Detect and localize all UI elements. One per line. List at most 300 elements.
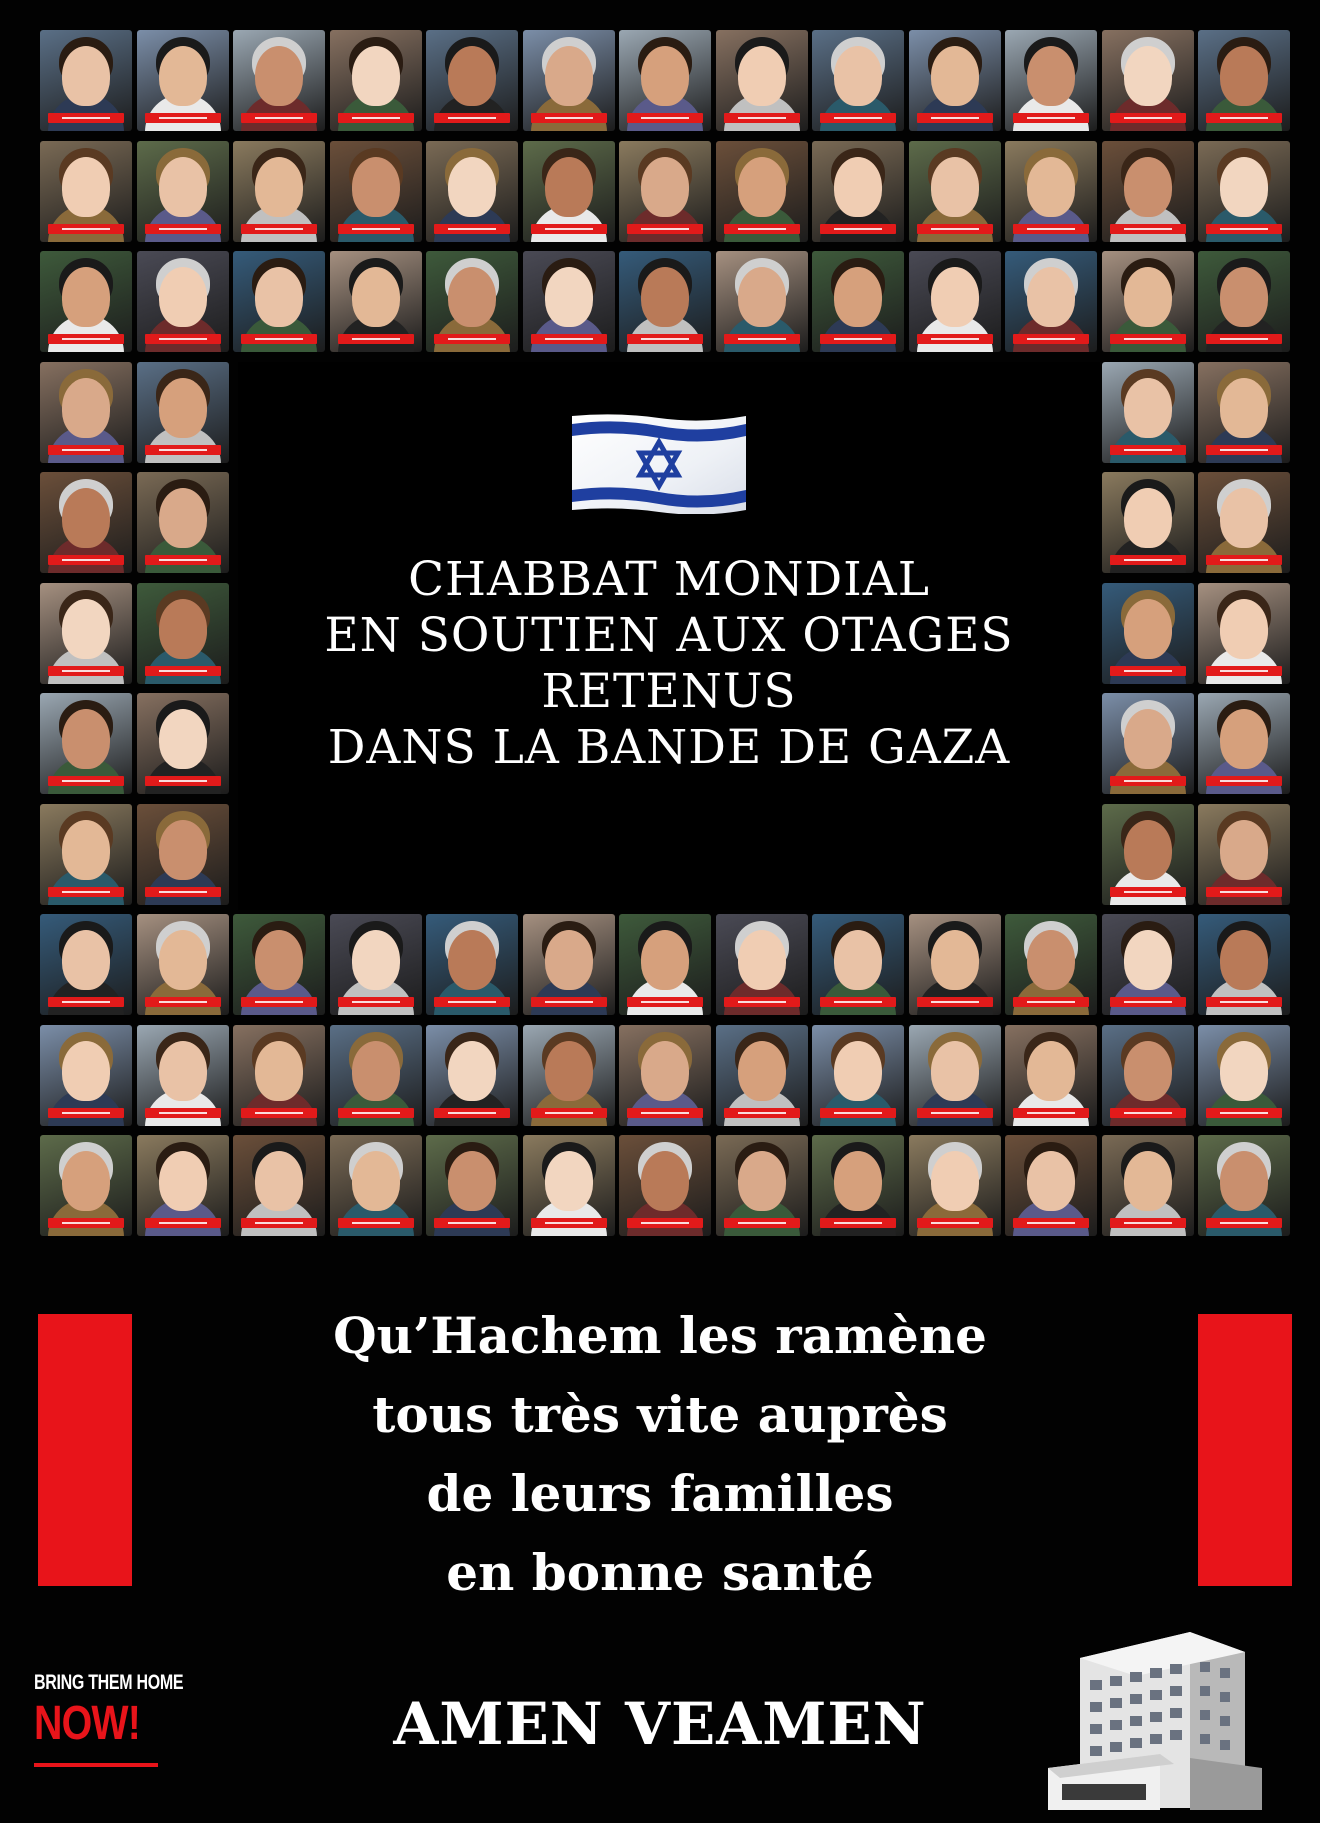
portrait-name-tag xyxy=(241,1218,317,1228)
hostage-portrait xyxy=(812,251,904,352)
portrait-face xyxy=(159,267,207,327)
hostage-portrait xyxy=(1102,141,1194,242)
portrait-face xyxy=(834,1151,882,1211)
hostage-portrait xyxy=(1198,141,1290,242)
hostage-portrait xyxy=(523,1025,615,1126)
hostage-portrait xyxy=(40,362,132,463)
portrait-name-tag xyxy=(145,666,221,676)
portrait-name-tag xyxy=(48,445,124,455)
hostage-portrait xyxy=(1198,1135,1290,1236)
hostage-portrait xyxy=(812,141,904,242)
portrait-name-tag xyxy=(145,334,221,344)
portrait-name-tag xyxy=(338,997,414,1007)
portrait-face xyxy=(738,1041,786,1101)
hostage-portrait xyxy=(1102,583,1194,684)
portrait-face xyxy=(159,930,207,990)
portrait-name-tag xyxy=(434,113,510,123)
portrait-name-tag xyxy=(531,997,607,1007)
israel-flag-icon xyxy=(572,412,746,514)
portrait-face xyxy=(255,267,303,327)
portrait-face xyxy=(545,267,593,327)
hostage-portrait xyxy=(1102,1135,1194,1236)
portrait-name-tag xyxy=(1206,445,1282,455)
portrait-name-tag xyxy=(48,997,124,1007)
portrait-face xyxy=(1124,820,1172,880)
portrait-name-tag xyxy=(48,776,124,786)
portrait-face xyxy=(448,1041,496,1101)
portrait-face xyxy=(159,378,207,438)
prayer-line-1: Qu’Hachem les ramène xyxy=(333,1306,987,1365)
portrait-name-tag xyxy=(1206,887,1282,897)
portrait-name-tag xyxy=(145,445,221,455)
hostage-portrait xyxy=(137,804,229,905)
hostage-portrait xyxy=(909,914,1001,1015)
portrait-name-tag xyxy=(724,334,800,344)
prayer-line-2: tous très vite auprès xyxy=(372,1385,948,1444)
hostage-portrait xyxy=(523,251,615,352)
portrait-name-tag xyxy=(1013,113,1089,123)
hostage-portrait xyxy=(812,30,904,131)
portrait-name-tag xyxy=(724,224,800,234)
portrait-face xyxy=(1220,378,1268,438)
hostage-portrait xyxy=(330,1135,422,1236)
portrait-face xyxy=(352,46,400,106)
portrait-face xyxy=(738,930,786,990)
hostage-portrait xyxy=(1198,693,1290,794)
logo-top-text: BRING THEM HOME xyxy=(34,1672,184,1695)
portrait-face xyxy=(641,930,689,990)
logo-underline xyxy=(34,1763,158,1767)
portrait-face xyxy=(1027,930,1075,990)
hostage-portrait xyxy=(716,141,808,242)
portrait-name-tag xyxy=(434,1108,510,1118)
hostage-portrait xyxy=(137,1135,229,1236)
portrait-face xyxy=(1124,267,1172,327)
portrait-face xyxy=(62,1151,110,1211)
hostage-portrait xyxy=(426,1025,518,1126)
portrait-name-tag xyxy=(531,334,607,344)
headline xyxy=(238,552,1100,776)
hostage-portrait xyxy=(137,30,229,131)
portrait-name-tag xyxy=(48,666,124,676)
portrait-face xyxy=(931,46,979,106)
portrait-face xyxy=(834,1041,882,1101)
portrait-face xyxy=(62,820,110,880)
portrait-name-tag xyxy=(820,224,896,234)
portrait-name-tag xyxy=(1110,887,1186,897)
portrait-face xyxy=(1124,599,1172,659)
portrait-face xyxy=(738,267,786,327)
portrait-name-tag xyxy=(241,113,317,123)
hostage-portrait xyxy=(716,251,808,352)
portrait-name-tag xyxy=(1013,1218,1089,1228)
portrait-name-tag xyxy=(1110,113,1186,123)
hostage-portrait xyxy=(1198,583,1290,684)
hostage-portrait xyxy=(233,141,325,242)
portrait-name-tag xyxy=(338,1218,414,1228)
portrait-name-tag xyxy=(1110,334,1186,344)
hostage-portrait xyxy=(233,1025,325,1126)
portrait-name-tag xyxy=(338,1108,414,1118)
portrait-name-tag xyxy=(1110,1218,1186,1228)
portrait-face xyxy=(1220,820,1268,880)
portrait-face xyxy=(641,46,689,106)
portrait-name-tag xyxy=(917,224,993,234)
hostage-portrait xyxy=(619,141,711,242)
portrait-name-tag xyxy=(917,1108,993,1118)
portrait-face xyxy=(159,1151,207,1211)
portrait-name-tag xyxy=(1110,224,1186,234)
portrait-name-tag xyxy=(1013,1108,1089,1118)
hostage-portrait xyxy=(40,1025,132,1126)
portrait-name-tag xyxy=(820,113,896,123)
portrait-face xyxy=(448,157,496,217)
portrait-name-tag xyxy=(1013,334,1089,344)
portrait-name-tag xyxy=(241,224,317,234)
portrait-face xyxy=(738,157,786,217)
portrait-face xyxy=(255,930,303,990)
portrait-name-tag xyxy=(145,113,221,123)
portrait-name-tag xyxy=(145,997,221,1007)
hostage-portrait xyxy=(330,914,422,1015)
portrait-name-tag xyxy=(917,1218,993,1228)
portrait-name-tag xyxy=(917,997,993,1007)
portrait-name-tag xyxy=(820,1218,896,1228)
hostage-portrait xyxy=(523,914,615,1015)
portrait-face xyxy=(159,820,207,880)
hostage-portrait xyxy=(523,141,615,242)
portrait-name-tag xyxy=(48,555,124,565)
hostage-portrait xyxy=(909,1025,1001,1126)
portrait-name-tag xyxy=(820,997,896,1007)
hostage-portrait xyxy=(1005,1135,1097,1236)
portrait-face xyxy=(1124,157,1172,217)
portrait-name-tag xyxy=(531,224,607,234)
hostage-portrait xyxy=(233,251,325,352)
hostage-portrait xyxy=(233,914,325,1015)
hostage-portrait xyxy=(716,914,808,1015)
closing-text: AMEN VEAMEN xyxy=(393,1690,927,1758)
hostage-portrait xyxy=(137,472,229,573)
portrait-name-tag xyxy=(1206,666,1282,676)
portrait-face xyxy=(641,1041,689,1101)
portrait-name-tag xyxy=(1110,555,1186,565)
portrait-face xyxy=(931,1151,979,1211)
hostage-portrait xyxy=(426,251,518,352)
portrait-face xyxy=(352,1151,400,1211)
hostage-portrait xyxy=(137,1025,229,1126)
portrait-name-tag xyxy=(820,1108,896,1118)
portrait-face xyxy=(931,1041,979,1101)
logo-now-text: NOW! xyxy=(34,1697,141,1750)
portrait-face xyxy=(352,1041,400,1101)
hostage-portrait xyxy=(137,362,229,463)
hostage-portrait xyxy=(1005,141,1097,242)
hostage-portrait xyxy=(40,251,132,352)
portrait-name-tag xyxy=(48,1218,124,1228)
portrait-face xyxy=(641,1151,689,1211)
hostage-portrait xyxy=(619,1135,711,1236)
hostage-portrait xyxy=(40,914,132,1015)
hostage-portrait xyxy=(523,30,615,131)
hostage-portrait xyxy=(1198,1025,1290,1126)
portrait-face xyxy=(62,599,110,659)
portrait-name-tag xyxy=(917,113,993,123)
hostage-portrait xyxy=(426,30,518,131)
hostage-portrait xyxy=(40,141,132,242)
prayer-line-4: en bonne santé xyxy=(446,1543,874,1602)
hostage-portrait xyxy=(233,1135,325,1236)
hostage-portrait xyxy=(812,1025,904,1126)
portrait-face xyxy=(1124,1041,1172,1101)
portrait-face xyxy=(1220,1041,1268,1101)
portrait-face xyxy=(834,157,882,217)
hostage-portrait xyxy=(1102,472,1194,573)
portrait-name-tag xyxy=(724,1218,800,1228)
hostage-portrait xyxy=(40,472,132,573)
portrait-face xyxy=(448,267,496,327)
hostage-portrait xyxy=(909,141,1001,242)
portrait-face xyxy=(545,1041,593,1101)
portrait-face xyxy=(255,157,303,217)
hostage-portrait xyxy=(1198,251,1290,352)
bring-them-home-logo xyxy=(34,1672,184,1772)
portrait-face xyxy=(931,267,979,327)
portrait-face xyxy=(738,1151,786,1211)
hostage-portrait xyxy=(426,141,518,242)
hostage-portrait xyxy=(330,1025,422,1126)
hostage-portrait xyxy=(619,251,711,352)
hostage-portrait xyxy=(426,1135,518,1236)
portrait-face xyxy=(159,488,207,548)
portrait-name-tag xyxy=(531,1218,607,1228)
portrait-name-tag xyxy=(917,334,993,344)
portrait-face xyxy=(159,709,207,769)
portrait-face xyxy=(255,1151,303,1211)
hostage-portrait xyxy=(1102,362,1194,463)
hostage-portrait xyxy=(619,30,711,131)
hostage-portrait xyxy=(330,30,422,131)
portrait-face xyxy=(1027,46,1075,106)
portrait-face xyxy=(159,1041,207,1101)
hostage-portrait xyxy=(1102,251,1194,352)
hostage-portrait xyxy=(523,1135,615,1236)
hostage-portrait xyxy=(716,30,808,131)
portrait-face xyxy=(545,157,593,217)
portrait-face xyxy=(738,46,786,106)
portrait-face xyxy=(1220,46,1268,106)
portrait-face xyxy=(159,46,207,106)
portrait-face xyxy=(1220,1151,1268,1211)
building-icon xyxy=(1040,1618,1268,1814)
hostage-portrait xyxy=(716,1025,808,1126)
portrait-face xyxy=(931,157,979,217)
portrait-face xyxy=(1124,1151,1172,1211)
portrait-name-tag xyxy=(531,113,607,123)
hostage-portrait xyxy=(233,30,325,131)
hostage-portrait xyxy=(909,251,1001,352)
portrait-name-tag xyxy=(1206,555,1282,565)
portrait-face xyxy=(545,46,593,106)
portrait-name-tag xyxy=(627,1108,703,1118)
portrait-name-tag xyxy=(145,776,221,786)
portrait-face xyxy=(62,46,110,106)
portrait-name-tag xyxy=(338,224,414,234)
hostage-portrait xyxy=(1005,1025,1097,1126)
portrait-face xyxy=(62,267,110,327)
right-red-bar xyxy=(1198,1314,1292,1586)
left-red-bar xyxy=(38,1314,132,1586)
hostage-portrait xyxy=(1198,914,1290,1015)
portrait-name-tag xyxy=(820,334,896,344)
portrait-name-tag xyxy=(434,334,510,344)
portrait-face xyxy=(62,930,110,990)
hostage-portrait xyxy=(1102,1025,1194,1126)
hostage-portrait xyxy=(1102,30,1194,131)
portrait-face xyxy=(1124,488,1172,548)
portrait-face xyxy=(352,157,400,217)
portrait-name-tag xyxy=(241,1108,317,1118)
hostage-portrait xyxy=(137,693,229,794)
portrait-face xyxy=(545,1151,593,1211)
portrait-face xyxy=(1220,930,1268,990)
portrait-name-tag xyxy=(1206,113,1282,123)
portrait-name-tag xyxy=(627,334,703,344)
portrait-face xyxy=(641,267,689,327)
hostage-portrait xyxy=(1102,693,1194,794)
hostage-portrait xyxy=(1198,362,1290,463)
hostage-portrait xyxy=(909,30,1001,131)
portrait-name-tag xyxy=(1013,224,1089,234)
portrait-name-tag xyxy=(48,224,124,234)
portrait-face xyxy=(834,930,882,990)
portrait-name-tag xyxy=(145,887,221,897)
portrait-face xyxy=(1124,46,1172,106)
portrait-face xyxy=(1027,1041,1075,1101)
hostage-portrait xyxy=(1005,914,1097,1015)
portrait-name-tag xyxy=(1206,1218,1282,1228)
portrait-name-tag xyxy=(1206,1108,1282,1118)
portrait-face xyxy=(641,157,689,217)
portrait-name-tag xyxy=(627,113,703,123)
portrait-face xyxy=(1220,157,1268,217)
portrait-name-tag xyxy=(338,334,414,344)
portrait-face xyxy=(1124,709,1172,769)
portrait-name-tag xyxy=(1206,224,1282,234)
portrait-face xyxy=(159,599,207,659)
portrait-face xyxy=(1027,1151,1075,1211)
portrait-face xyxy=(448,1151,496,1211)
portrait-name-tag xyxy=(434,997,510,1007)
hostage-portrait xyxy=(137,141,229,242)
portrait-face xyxy=(834,267,882,327)
portrait-face xyxy=(255,1041,303,1101)
portrait-name-tag xyxy=(724,113,800,123)
portrait-name-tag xyxy=(1110,776,1186,786)
portrait-name-tag xyxy=(1110,666,1186,676)
portrait-face xyxy=(1027,267,1075,327)
portrait-name-tag xyxy=(1206,776,1282,786)
portrait-name-tag xyxy=(241,997,317,1007)
hostage-portrait xyxy=(812,914,904,1015)
hostage-portrait xyxy=(909,1135,1001,1236)
portrait-name-tag xyxy=(1110,997,1186,1007)
hostage-portrait xyxy=(137,251,229,352)
portrait-face xyxy=(1220,599,1268,659)
portrait-face xyxy=(62,157,110,217)
portrait-name-tag xyxy=(531,1108,607,1118)
hostage-portrait xyxy=(619,1025,711,1126)
portrait-face xyxy=(1220,488,1268,548)
hostage-portrait xyxy=(1005,30,1097,131)
hostage-portrait xyxy=(1198,30,1290,131)
hostage-portrait xyxy=(716,1135,808,1236)
hostage-portrait xyxy=(137,583,229,684)
portrait-name-tag xyxy=(1013,997,1089,1007)
portrait-face xyxy=(352,930,400,990)
hostage-portrait xyxy=(1198,472,1290,573)
portrait-name-tag xyxy=(724,1108,800,1118)
portrait-name-tag xyxy=(627,1218,703,1228)
hostage-portrait xyxy=(1102,914,1194,1015)
hostage-portrait xyxy=(40,1135,132,1236)
portrait-face xyxy=(62,1041,110,1101)
portrait-name-tag xyxy=(48,887,124,897)
headline-line-2: EN SOUTIEN AUX OTAGES xyxy=(324,608,1014,663)
portrait-name-tag xyxy=(241,334,317,344)
hostage-portrait xyxy=(1198,804,1290,905)
hostage-portrait xyxy=(1102,804,1194,905)
hostage-portrait xyxy=(426,914,518,1015)
portrait-face xyxy=(1220,709,1268,769)
portrait-face xyxy=(352,267,400,327)
headline-line-1: CHABBAT MONDIAL xyxy=(408,552,930,607)
portrait-name-tag xyxy=(434,1218,510,1228)
portrait-name-tag xyxy=(145,555,221,565)
portrait-name-tag xyxy=(145,1218,221,1228)
portrait-face xyxy=(448,46,496,106)
portrait-name-tag xyxy=(1206,334,1282,344)
portrait-face xyxy=(1220,267,1268,327)
hostage-portrait xyxy=(330,141,422,242)
portrait-name-tag xyxy=(48,113,124,123)
portrait-name-tag xyxy=(1110,1108,1186,1118)
portrait-face xyxy=(545,930,593,990)
portrait-name-tag xyxy=(627,997,703,1007)
headline-line-3: RETENUS xyxy=(541,664,797,719)
portrait-face xyxy=(1124,930,1172,990)
portrait-face xyxy=(159,157,207,217)
portrait-face xyxy=(1124,378,1172,438)
hostage-portrait xyxy=(40,693,132,794)
portrait-face xyxy=(255,46,303,106)
headline-line-4: DANS LA BANDE DE GAZA xyxy=(327,720,1011,775)
prayer-text xyxy=(190,1296,1130,1612)
portrait-name-tag xyxy=(48,1108,124,1118)
hostage-portrait xyxy=(137,914,229,1015)
portrait-face xyxy=(931,930,979,990)
portrait-name-tag xyxy=(48,334,124,344)
hostage-portrait xyxy=(40,804,132,905)
portrait-name-tag xyxy=(338,113,414,123)
hostage-portrait xyxy=(330,251,422,352)
portrait-face xyxy=(1027,157,1075,217)
portrait-name-tag xyxy=(145,1108,221,1118)
portrait-name-tag xyxy=(145,224,221,234)
portrait-name-tag xyxy=(1110,445,1186,455)
portrait-name-tag xyxy=(724,997,800,1007)
prayer-line-3: de leurs familles xyxy=(426,1464,894,1523)
